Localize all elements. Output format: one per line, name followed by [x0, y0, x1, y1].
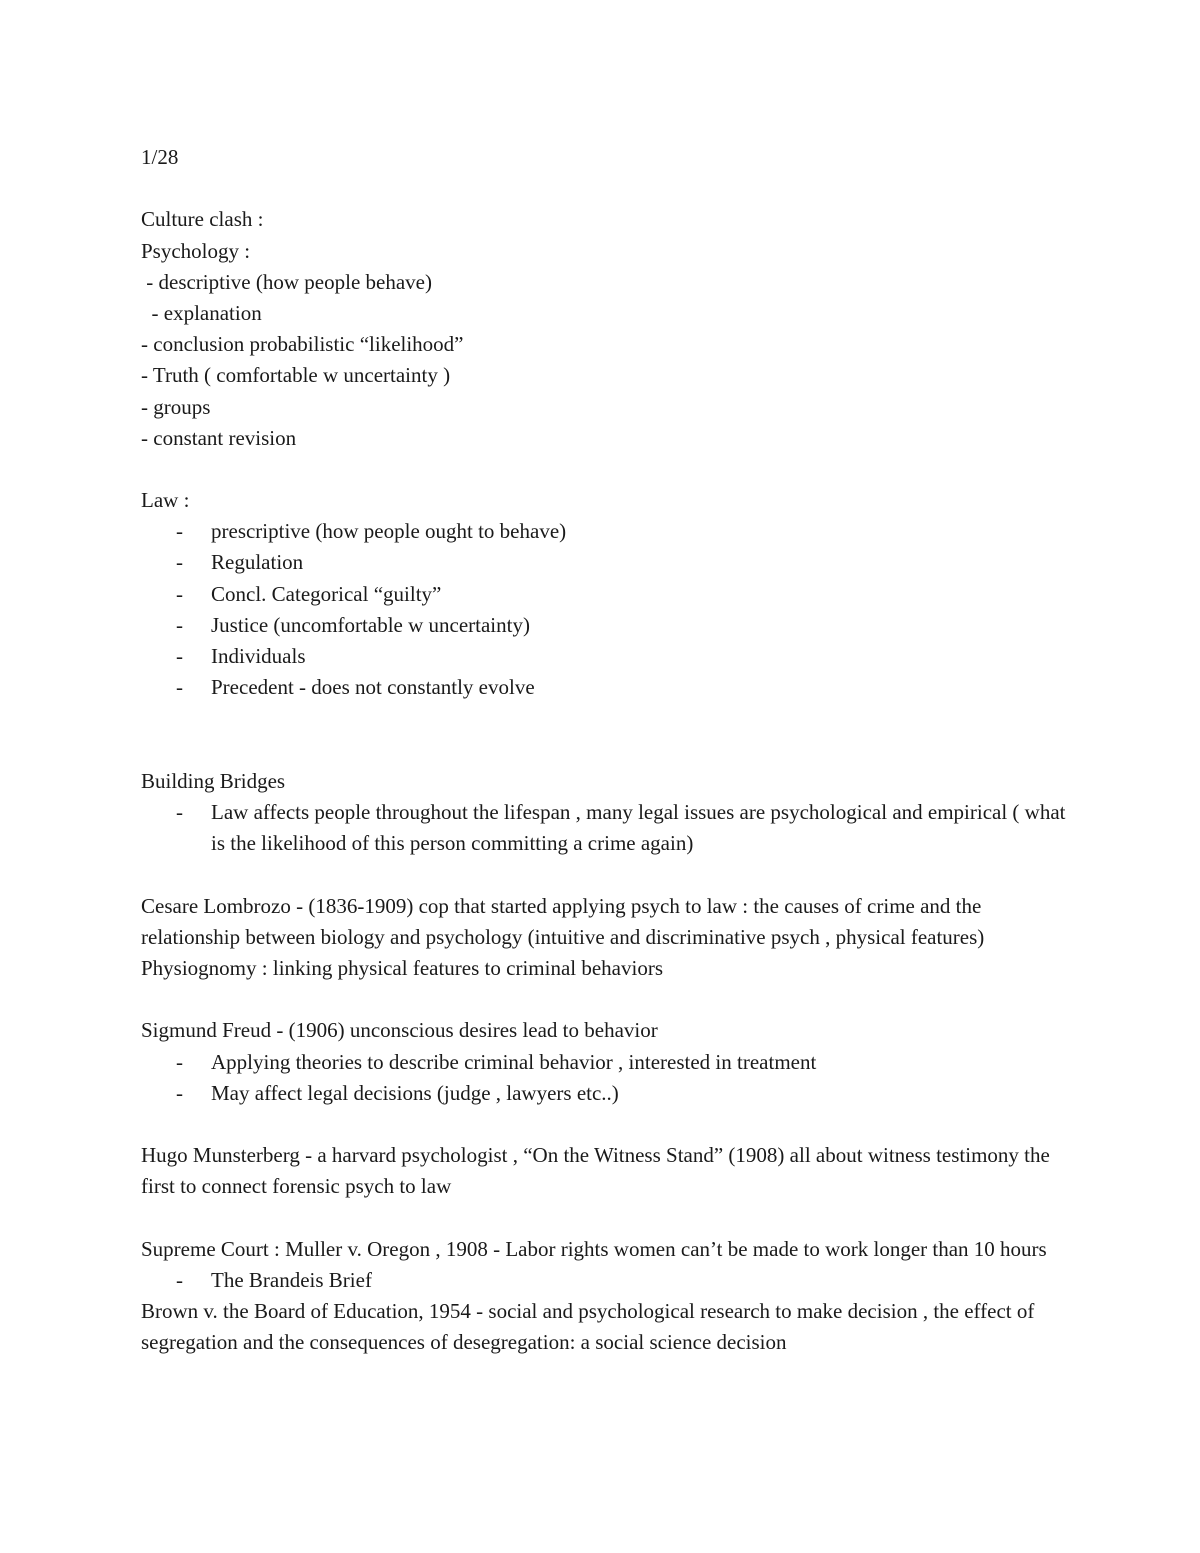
bridges-list — [141, 797, 1071, 859]
freud-heading: Sigmund Freud - (1906) unconscious desires lead to behavior — [141, 1018, 658, 1043]
law-item-text: Justice (uncomfortable w uncertainty) — [211, 612, 530, 637]
law-item-text: prescriptive (how people ought to behave) — [211, 519, 567, 544]
law-list — [141, 516, 1071, 703]
bullet-dash: - — [176, 800, 183, 825]
freud-list-item — [141, 1047, 1071, 1078]
bullet-dash: - — [176, 550, 183, 575]
psychology-item: - descriptive (how people behave) — [141, 269, 432, 294]
spacer — [141, 703, 1071, 734]
bullet-dash: - — [176, 612, 183, 637]
brown-paragraph: Brown v. the Board of Education, 1954 - social and psychological research to make decision , the effect of segregation and the consequences of desegregation: a social science decision — [141, 1299, 1035, 1355]
spacer — [141, 1203, 1071, 1234]
supreme-court-list-item — [141, 1265, 1071, 1296]
law-item-text: Individuals — [211, 644, 306, 669]
law-heading: Law : — [141, 488, 190, 513]
supreme-court-paragraph: Supreme Court : Muller v. Oregon , 1908 - Labor rights women can’t be made to work longer than 10 hours — [141, 1236, 1047, 1261]
law-list-item — [141, 547, 1071, 578]
bridges-item-text: Law affects people throughout the lifespan , many legal issues are psychological and empirical ( what is the likelihood of this person committing a crime again) — [211, 800, 1066, 856]
spacer — [141, 984, 1071, 1015]
freud-list-item — [141, 1078, 1071, 1109]
law-list-item — [141, 610, 1071, 641]
bullet-dash: - — [176, 1268, 183, 1292]
spacer — [141, 735, 1071, 766]
supreme-court-list — [141, 1265, 1071, 1296]
spacer — [141, 1109, 1071, 1140]
spacer — [141, 454, 1071, 485]
psychology-heading: Psychology : — [141, 238, 251, 263]
lombrozo-paragraph: Cesare Lombrozo - (1836-1909) cop that started applying psych to law : the causes of crime and the relationship between biology and psychology (intuitive and discriminative psych , physical features) Physiognomy : linking physical features to criminal behaviors — [141, 893, 985, 981]
law-list-item — [141, 641, 1071, 672]
supreme-court-item-text: The Brandeis Brief — [211, 1268, 372, 1292]
bullet-dash: - — [176, 581, 183, 606]
freud-item-text: May affect legal decisions (judge , lawyers etc..) — [211, 1080, 619, 1105]
document-page — [141, 142, 1071, 1359]
law-list-item — [141, 516, 1071, 547]
bridges-list-item — [141, 797, 1071, 859]
culture-clash-heading: Culture clash : — [141, 207, 264, 232]
psychology-item: - Truth ( comfortable w uncertainty ) — [141, 363, 451, 388]
psychology-item: - groups — [141, 394, 211, 419]
freud-item-text: Applying theories to describe criminal behavior , interested in treatment — [211, 1049, 817, 1074]
law-item-text: Precedent - does not constantly evolve — [211, 675, 535, 700]
law-item-text: Concl. Categorical “guilty” — [211, 581, 442, 606]
freud-list — [141, 1047, 1071, 1109]
law-list-item — [141, 672, 1071, 703]
bridges-heading: Building Bridges — [141, 768, 286, 793]
bullet-dash: - — [176, 519, 183, 544]
psychology-item: - constant revision — [141, 425, 297, 450]
law-list-item — [141, 579, 1071, 610]
munsterberg-paragraph: Hugo Munsterberg - a harvard psychologist , “On the Witness Stand” (1908) all about witness testimony the first to connect forensic psych to law — [141, 1143, 1050, 1199]
bullet-dash: - — [176, 675, 183, 700]
psychology-item: - conclusion probabilistic “likelihood” — [141, 332, 464, 357]
spacer — [141, 859, 1071, 890]
date-line: 1/28 — [141, 145, 179, 169]
spacer — [141, 173, 1071, 204]
psychology-item: - explanation — [141, 300, 262, 325]
law-item-text: Regulation — [211, 550, 304, 575]
bullet-dash: - — [176, 1049, 183, 1074]
bullet-dash: - — [176, 644, 183, 669]
bullet-dash: - — [176, 1080, 183, 1105]
